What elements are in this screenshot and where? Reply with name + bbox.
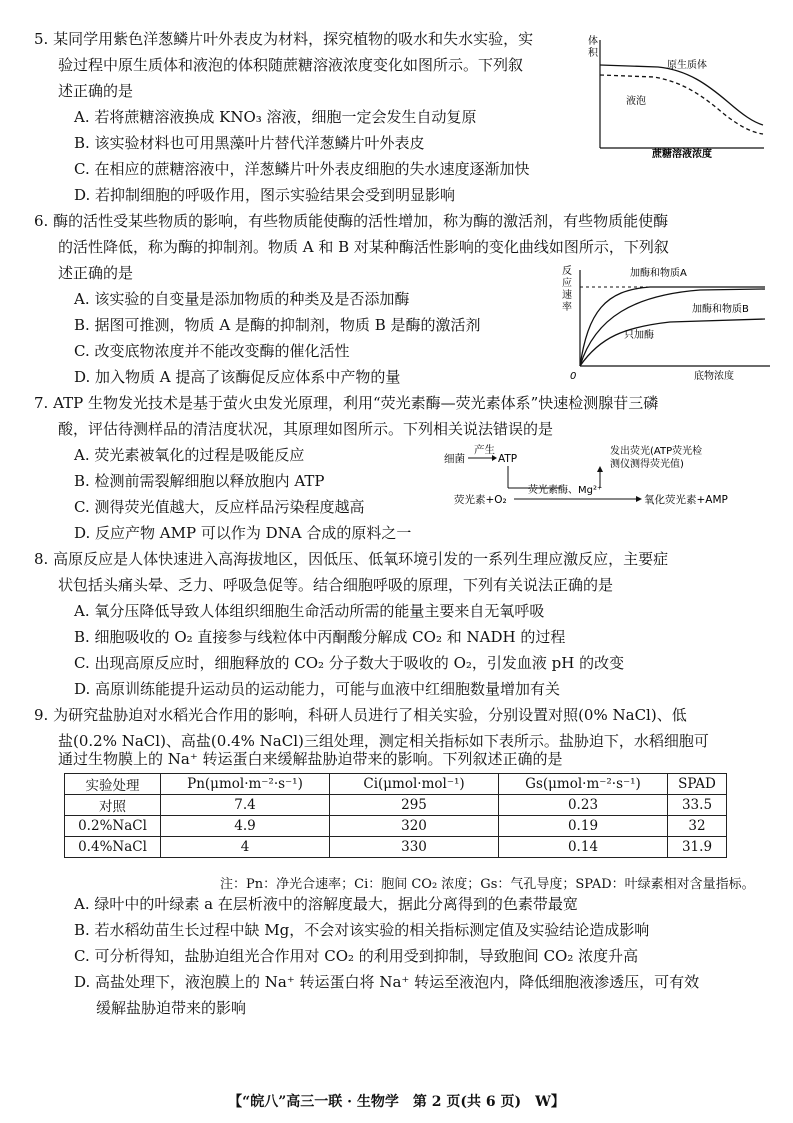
q6-stem-cont: 述正确的是 xyxy=(58,264,134,282)
q6-stem: 6. 酶的活性受某些物质的影响，有些物质能使酶的活性增加，称为酶的激活剂，有些物质能使酶 xyxy=(34,212,669,230)
q8-option-d: D. 高原训练能提升运动员的运动能力，可能与血液中红细胞数量增加有关 xyxy=(74,680,561,698)
q6-figure xyxy=(560,262,775,384)
q7-stem-cont: 酸，评估待测样品的清洁度状况，其原理如图所示。下列相关说法错误的是 xyxy=(58,420,554,438)
table-cell: 0.4%NaCl xyxy=(65,837,161,858)
q6-curve-only xyxy=(580,319,765,366)
q9-option-c: C. 可分析得知，盐胁迫组光合作用对 CO₂ 的利用受到抑制，导致胞间 CO₂ 浓度升高 xyxy=(74,947,639,965)
q7-option-a: A. 荧光素被氧化的过程是吸能反应 xyxy=(74,446,305,464)
q5-protoplast-curve xyxy=(600,65,763,125)
q8-option-c: C. 出现高原反应时，细胞释放的 CO₂ 分子数大于吸收的 O₂，引发血液 pH 的改变 xyxy=(74,654,625,672)
q5-option-b: B. 该实验材料也可用黑藻叶片替代洋葱鳞片叶外表皮 xyxy=(74,134,425,152)
q8-option-b: B. 细胞吸收的 O₂ 直接参与线粒体中丙酮酸分解成 CO₂ 和 NADH 的过程 xyxy=(74,628,566,646)
table-header-cell: 实验处理 xyxy=(65,774,161,795)
table-cell: 330 xyxy=(330,837,499,858)
table-cell: 0.14 xyxy=(499,837,668,858)
q9-table-note: 注：Pn：净光合速率；Ci：胞间 CO₂ 浓度；Gs：气孔导度；SPAD：叶绿素相对含量指标。 xyxy=(220,877,755,892)
q5-protoplast-label: 原生质体 xyxy=(667,60,707,71)
table-row xyxy=(65,816,727,837)
q6-ylabel: 应 xyxy=(562,278,572,289)
q5-option-d: D. 若抑制细胞的呼吸作用，图示实验结果会受到明显影响 xyxy=(74,186,456,204)
q9-option-d-cont: 缓解盐胁迫带来的影响 xyxy=(96,999,247,1017)
q6-curve-only-label: 只加酶 xyxy=(624,330,654,341)
table-cell: 7.4 xyxy=(161,795,330,816)
q7-stem: 7. ATP 生物发光技术是基于萤火虫发光原理，利用“荧光素酶—荧光素体系”快速检测腺苷三磷 xyxy=(34,394,659,412)
table-header-cell: SPAD xyxy=(668,774,727,795)
q7-light-line2: 测仪测得荧光值) xyxy=(610,459,684,470)
q7-reactants: 荧光素+O₂ xyxy=(454,494,507,506)
q6-option-c: C. 改变底物浓度并不能改变酶的催化活性 xyxy=(74,342,350,360)
q6-ylabel: 反 xyxy=(562,266,572,277)
q7-enzyme: 荧光素酶、Mg²⁺ xyxy=(528,485,603,496)
table-cell: 对照 xyxy=(65,795,161,816)
table-cell: 0.23 xyxy=(499,795,668,816)
q9-option-a: A. 绿叶中的叶绿素 a 在层析液中的溶解度最大，据此分离得到的色素带最宽 xyxy=(74,895,578,913)
q7-figure xyxy=(440,440,770,512)
q7-option-b: B. 检测前需裂解细胞以释放胞内 ATP xyxy=(74,472,325,490)
q9-stem: 9. 为研究盐胁迫对水稻光合作用的影响，科研人员进行了相关实验，分别设置对照(0% NaCl)、低 xyxy=(34,706,687,724)
q8-stem: 8. 高原反应是人体快速进入高海拔地区，因低压、低氧环境引发的一系列生理应激反应，主要症 xyxy=(34,550,669,568)
table-header-cell: Gs(μmol·m⁻²·s⁻¹) xyxy=(499,774,668,795)
table-cell: 0.19 xyxy=(499,816,668,837)
q7-option-c: C. 测得荧光值越大，反应样品污染程度越高 xyxy=(74,498,365,516)
table-cell: 32 xyxy=(668,816,727,837)
page-footer: 【“皖八”高三一联 · 生物学 第 2 页(共 6 页) W】 xyxy=(228,1094,565,1110)
q6-ylabel: 率 xyxy=(562,302,572,313)
q6-curve-b-label: 加酶和物质B xyxy=(692,304,749,315)
q6-stem-cont: 的活性降低，称为酶的抑制剂。物质 A 和 B 对某种酶活性影响的变化曲线如图所示，下列叙 xyxy=(58,238,669,256)
table-cell: 33.5 xyxy=(668,795,727,816)
q6-ylabel: 速 xyxy=(562,290,572,301)
q6-option-b: B. 据图可推测，物质 A 是酶的抑制剂，物质 B 是酶的激活剂 xyxy=(74,316,481,334)
q9-data-table xyxy=(64,773,727,858)
q5-ylabel: 体 xyxy=(588,36,598,47)
table-cell: 4.9 xyxy=(161,816,330,837)
q7-produce: 产生 xyxy=(474,444,495,456)
table-cell: 0.2%NaCl xyxy=(65,816,161,837)
q6-option-d: D. 加入物质 A 提高了该酶促反应体系中产物的量 xyxy=(74,368,401,386)
table-header-cell: Pn(μmol·m⁻²·s⁻¹) xyxy=(161,774,330,795)
table-header-cell: Ci(μmol·mol⁻¹) xyxy=(330,774,499,795)
q6-option-a: A. 该实验的自变量是添加物质的种类及是否添加酶 xyxy=(74,290,410,308)
q5-stem-cont: 述正确的是 xyxy=(58,82,134,100)
q9-stem-cont: 通过生物膜上的 Na⁺ 转运蛋白来缓解盐胁迫带来的影响。下列叙述正确的是 xyxy=(58,750,563,768)
q8-option-a: A. 氧分压降低导致人体组织细胞生命活动所需的能量主要来自无氧呼吸 xyxy=(74,602,545,620)
q7-atp: ATP xyxy=(498,453,518,465)
table-cell: 295 xyxy=(330,795,499,816)
q5-ylabel: 积 xyxy=(588,48,598,59)
q6-curve-a xyxy=(580,287,765,366)
q7-light-line1: 发出荧光(ATP荧光检 xyxy=(610,446,703,457)
q7-option-d: D. 反应产物 AMP 可以作为 DNA 合成的原料之一 xyxy=(74,524,412,542)
q5-stem-cont: 验过程中原生质体和液泡的体积随蔗糖溶液浓度变化如图所示。下列叙 xyxy=(58,56,524,74)
q6-xlabel: 底物浓度 xyxy=(694,371,734,382)
q7-bacteria: 细菌 xyxy=(444,453,465,465)
q5-stem: 5. 某同学用紫色洋葱鳞片叶外表皮为材料，探究植物的吸水和失水实验，实 xyxy=(34,30,534,48)
table-header-row xyxy=(65,774,727,795)
q9-option-b: B. 若水稻幼苗生长过程中缺 Mg，不会对该实验的相关指标测定值及实验结论造成影响 xyxy=(74,921,650,939)
q5-vacuole-curve xyxy=(600,75,763,134)
q5-option-c: C. 在相应的蔗糖溶液中，洋葱鳞片叶外表皮细胞的失水速度逐渐加快 xyxy=(74,160,530,178)
q9-option-d: D. 高盐处理下，液泡膜上的 Na⁺ 转运蛋白将 Na⁺ 转运至液泡内，降低细胞液渗透压，可有效 xyxy=(74,973,700,991)
q5-xlabel: 蔗糖溶液浓度 xyxy=(652,149,712,160)
table-row xyxy=(65,837,727,858)
table-row xyxy=(65,795,727,816)
q7-products: 氧化荧光素+AMP xyxy=(644,494,728,506)
q5-vacuole-label: 液泡 xyxy=(626,96,646,107)
q5-figure xyxy=(588,30,768,160)
q6-origin: 0 xyxy=(570,371,577,382)
q6-curve-a-label: 加酶和物质A xyxy=(630,268,687,279)
table-cell: 4 xyxy=(161,837,330,858)
q8-stem-cont: 状包括头痛头晕、乏力、呼吸急促等。结合细胞呼吸的原理，下列有关说法正确的是 xyxy=(58,576,614,594)
q5-option-a: A. 若将蔗糖溶液换成 KNO₃ 溶液，细胞一定会发生自动复原 xyxy=(74,108,477,126)
q9-stem-cont: 盐(0.2% NaCl)、高盐(0.4% NaCl)三组处理，测定相关指标如下表所示。盐胁迫下，水稻细胞可 xyxy=(58,732,709,750)
table-cell: 31.9 xyxy=(668,837,727,858)
table-cell: 320 xyxy=(330,816,499,837)
